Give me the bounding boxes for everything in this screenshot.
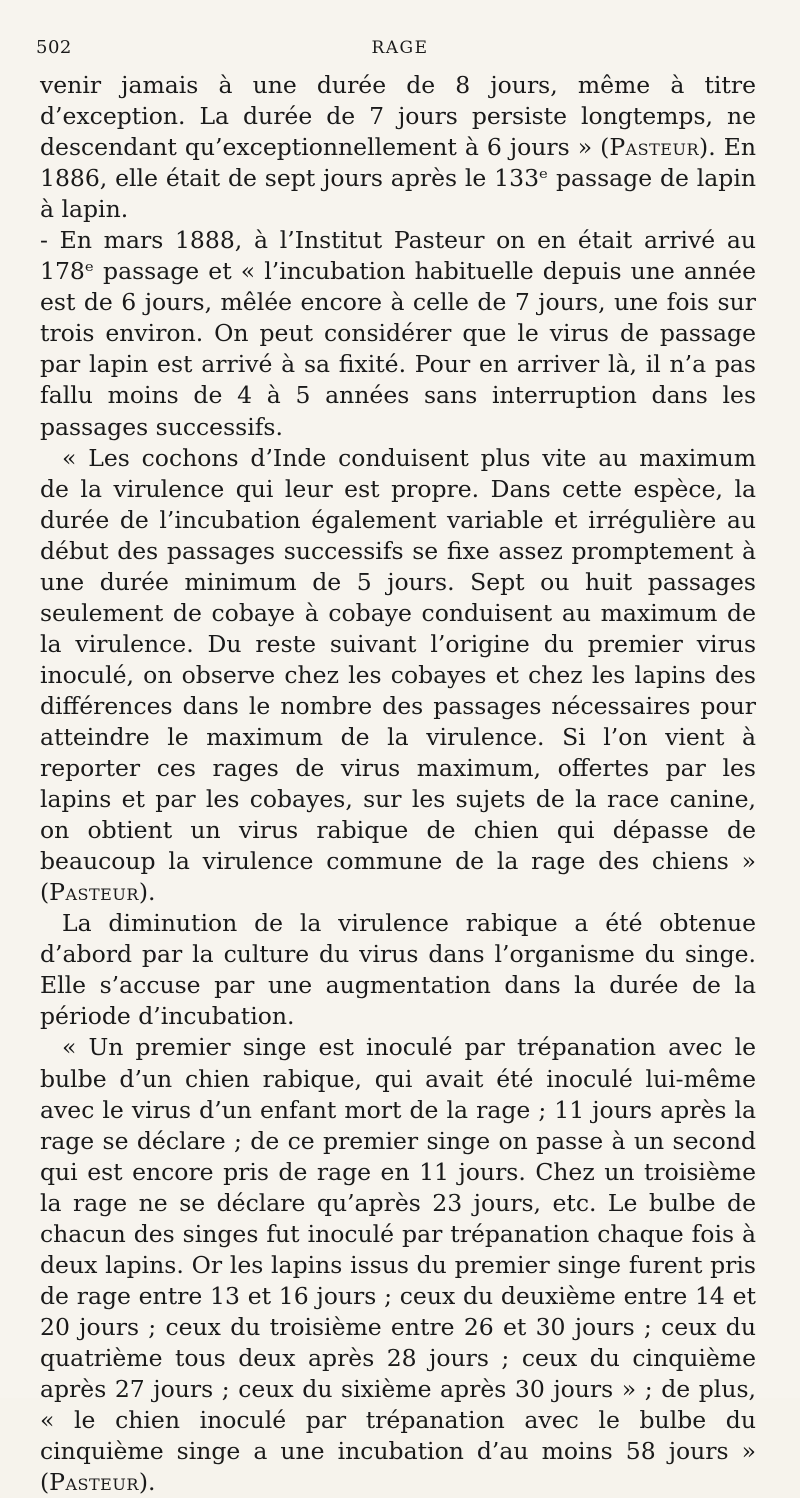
paragraph-quote xyxy=(40,1032,756,1498)
paragraph-text: ). En 1886, elle était de sept jours après le 133ᵉ passage de lapin à lapin. xyxy=(40,133,756,224)
running-head: RAGE xyxy=(371,38,429,58)
paragraph-text: venir jamais à une durée de 8 jours, même à titre d’exception. La durée de 7 jours persiste longtemps, ne descendant qu’exceptionnellement à 6 jours » ( xyxy=(40,71,756,162)
page-number: 502 xyxy=(36,37,72,58)
body-text xyxy=(40,70,756,1498)
paragraph-continuation xyxy=(40,70,756,225)
paragraph: La diminution de la virulence rabique a été obtenue d’abord par la culture du virus dans l’organisme du singe. Elle s’accuse par une augmentation dans la durée de la période d’incubation. xyxy=(40,909,756,1031)
paragraph-text: « Les cochons d’Inde conduisent plus vite au maximum de la virulence qui leur est propre. Dans cette espèce, la durée de l’incubation également variable et irrégulière au début des passages successifs se fixe assez promptement à une durée minimum de 5 jours. Sept ou huit passages seulement de cobaye à cobaye conduisent au maximum de la virulence. Du reste suivant l’origine du premier virus inoculé, on observe chez les cobayes et chez les lapins des différences dans le nombre des passages nécessaires pour atteindre le maximum de la virulence. Si l’on vient à reporter ces rages de virus maximum, offertes par les lapins et par les cobayes, sur les sujets de la race canine, on obtient un virus rabique de chien qui dépasse de beaucoup la virulence commune de la rage des chiens » ( xyxy=(40,443,756,907)
paragraph-quote xyxy=(40,443,756,909)
author-citation: Pasteur xyxy=(49,878,139,907)
paragraph: - En mars 1888, à l’Institut Pasteur on en était arrivé au 178ᵉ passage et « l’incubation habituelle depuis une année est de 6 jours, mêlée encore à celle de 7 jours, une fois sur trois environ. On peut considérer que le virus de passage par lapin est arrivé à sa fixité. Pour en arriver là, il n’a pas fallu moins de 4 à 5 années sans interruption dans les passages successifs. xyxy=(40,226,756,441)
author-citation: Pasteur xyxy=(49,1468,139,1497)
author-citation: Pasteur xyxy=(609,133,700,162)
paragraph-text: ). xyxy=(138,1468,156,1497)
paragraph-text: « Un premier singe est inoculé par trépanation avec le bulbe d’un chien rabique, qui avait été inoculé lui-même avec le virus d’un enfant mort de la rage ; 11 jours après la rage se déclare ; de ce premier singe on passe à un second qui est encore pris de rage en 11 jours. Chez un troisième la rage ne se déclare qu’après 23 jours, etc. Le bulbe de chacun des singes fut inoculé par trépanation chaque fois à deux lapins. Or les lapins issus du premier singe furent pris de rage entre 13 et 16 jours ; ceux du deuxième entre 14 et 20 jours ; ceux du troisième entre 26 et 30 jours ; ceux du quatrième tous deux après 28 jours ; ceux du cinquième après 27 jours ; ceux du sixième après 30 jours » ; de plus, « le chien inoculé par trépanation avec le bulbe du cinquième singe a une incubation d’au moins 58 jours » ( xyxy=(40,1033,756,1497)
paragraph-text: ). xyxy=(138,878,156,907)
page-header xyxy=(36,36,764,60)
